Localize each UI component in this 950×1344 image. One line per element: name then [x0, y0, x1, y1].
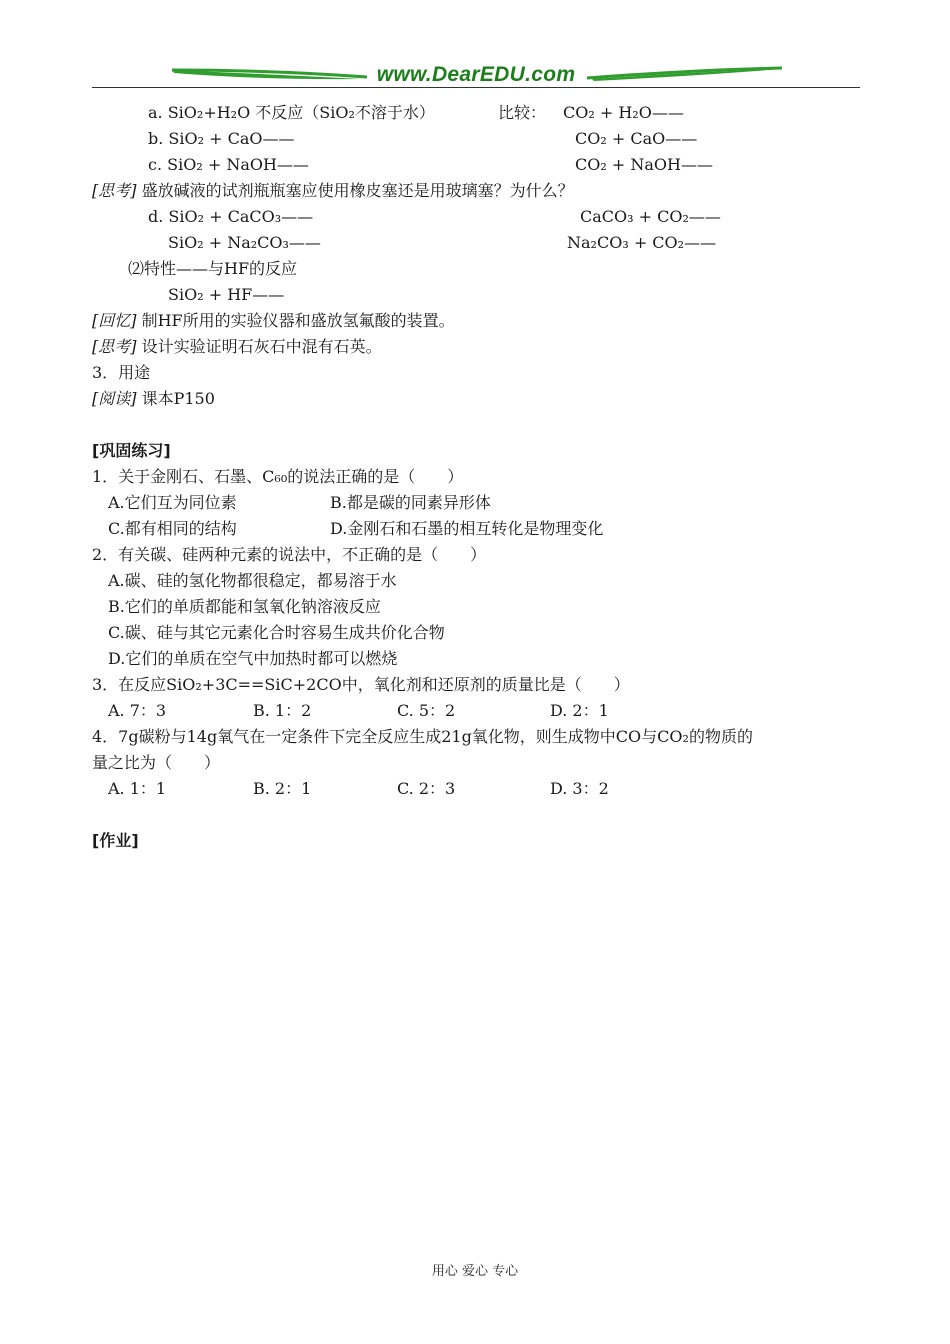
reaction-d-left: d. SiO₂ + CaCO₃—— — [148, 207, 314, 226]
recall-tag: [回忆] — [92, 311, 137, 330]
question-1: 1．关于金刚石、石墨、C₆₀的说法正确的是（ ） — [92, 467, 464, 486]
q4-option-d: D. 3：2 — [550, 779, 609, 798]
special-equation: SiO₂ + HF—— — [168, 285, 285, 304]
reaction-b-left: b. SiO₂ + CaO—— — [148, 129, 295, 148]
think-tag: [思考] — [92, 337, 137, 356]
recall — [92, 310, 455, 332]
q3-option-c: C. 5：2 — [397, 701, 456, 720]
q4-option-a: A. 1：1 — [108, 779, 167, 798]
q4-option-b: B. 2：1 — [253, 779, 312, 798]
think-1 — [92, 180, 574, 202]
compare-label: 比较： — [498, 103, 547, 122]
think-2 — [92, 336, 382, 358]
reaction-a-left: a. SiO₂+H₂O 不反应（SiO₂不溶于水） — [148, 103, 435, 122]
page-footer: 用心 爱心 专心 — [431, 1264, 519, 1279]
logo-text: www.DearEDU.com — [376, 63, 576, 86]
reaction-d-right: CaCO₃ + CO₂—— — [580, 207, 721, 226]
q2-option-a: A.碳、硅的氢化物都很稳定，都易溶于水 — [108, 571, 397, 590]
site-logo-banner — [92, 60, 860, 90]
reaction-e-right: Na₂CO₃ + CO₂—— — [567, 233, 717, 252]
q3-option-d: D. 2：1 — [550, 701, 609, 720]
think-text: 盛放碱液的试剂瓶瓶塞应使用橡皮塞还是用玻璃塞？为什么？ — [141, 181, 574, 200]
q1-option-a: A.它们互为同位素 — [108, 493, 237, 512]
homework-heading: [作业] — [92, 831, 139, 850]
think-text: 设计实验证明石灰石中混有石英。 — [141, 337, 382, 356]
think-tag: [思考] — [92, 181, 137, 200]
read — [92, 388, 215, 410]
read-text: 课本P150 — [141, 389, 215, 408]
q2-option-b: B.它们的单质都能和氢氧化钠溶液反应 — [108, 597, 381, 616]
reaction-c-left: c. SiO₂ + NaOH—— — [148, 155, 309, 174]
q1-option-b: B.都是碳的同素异形体 — [330, 493, 491, 512]
question-2: 2．有关碳、硅两种元素的说法中，不正确的是（ ） — [92, 545, 487, 564]
q4-option-c: C. 2：3 — [397, 779, 456, 798]
recall-text: 制HF所用的实验仪器和盛放氢氟酸的装置。 — [141, 311, 455, 330]
practice-heading: [巩固练习] — [92, 441, 171, 460]
special-title: ⑵特性——与HF的反应 — [128, 259, 298, 278]
question-4-line2: 量之比为（ ） — [92, 753, 221, 772]
question-4-line1: 4．7g碳粉与14g氧气在一定条件下完全反应生成21g氧化物，则生成物中CO与CO₂的物质的 — [92, 727, 753, 746]
q3-option-b: B. 1：2 — [253, 701, 312, 720]
question-3: 3．在反应SiO₂+3C==SiC+2CO中，氧化剂和还原剂的质量比是（ ） — [92, 675, 630, 694]
use-title: 3．用途 — [92, 363, 151, 382]
q3-option-a: A. 7：3 — [108, 701, 167, 720]
reaction-c-right: CO₂ + NaOH—— — [575, 155, 713, 174]
reaction-b-right: CO₂ + CaO—— — [575, 129, 698, 148]
q2-option-d: D.它们的单质在空气中加热时都可以燃烧 — [108, 649, 398, 668]
q2-option-c: C.碳、硅与其它元素化合时容易生成共价化合物 — [108, 623, 445, 642]
q1-option-c: C.都有相同的结构 — [108, 519, 237, 538]
reaction-a-right: CO₂ + H₂O—— — [563, 103, 684, 122]
read-tag: [阅读] — [92, 389, 137, 408]
reaction-e-left: SiO₂ + Na₂CO₃—— — [168, 233, 321, 252]
q1-option-d: D.金刚石和石墨的相互转化是物理变化 — [330, 519, 604, 538]
header-rule — [92, 87, 860, 88]
